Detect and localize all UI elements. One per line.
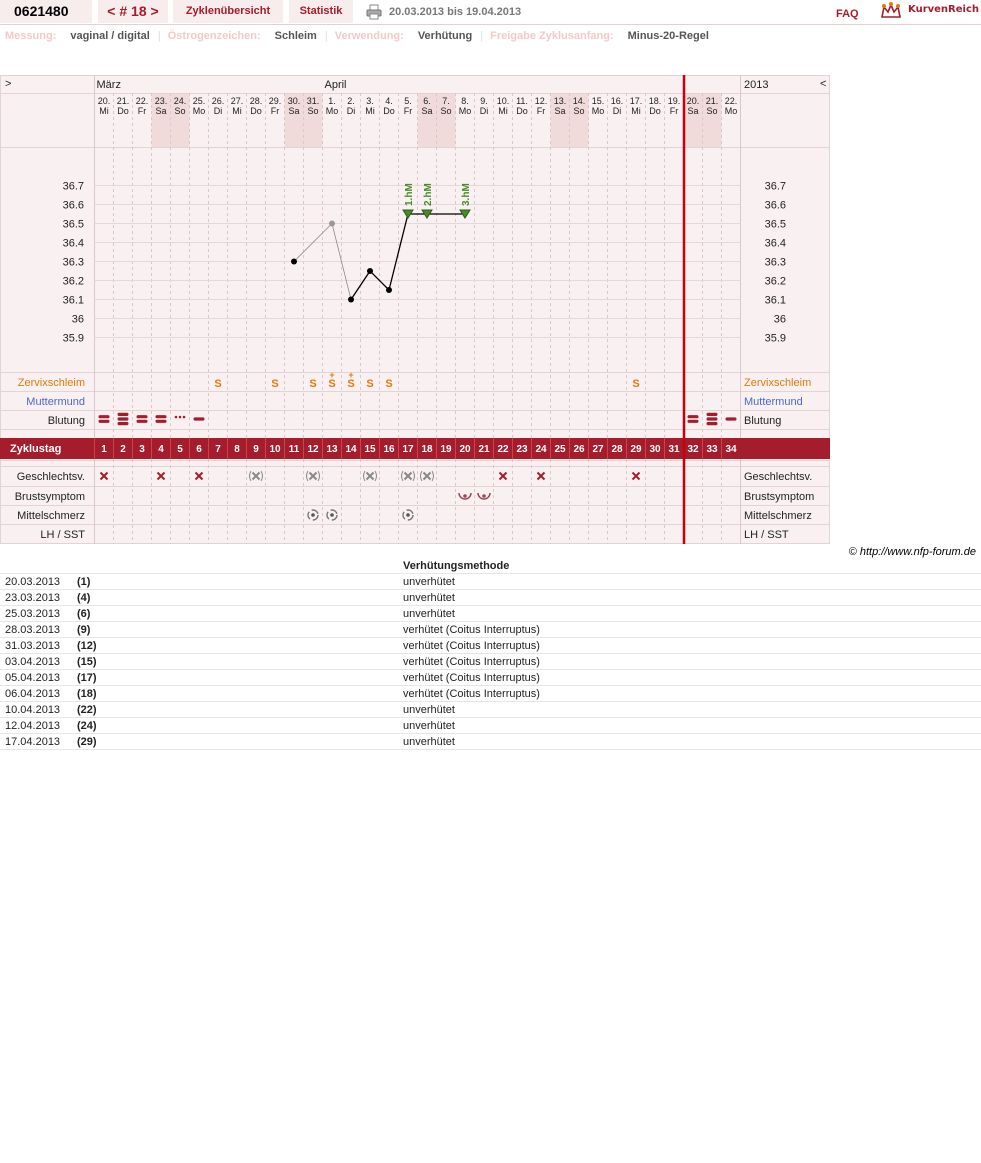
weekday-label: Sa: [687, 106, 699, 116]
weekday-label: Do: [383, 106, 395, 116]
cycle-day-number: 7: [215, 444, 221, 455]
row-label-right: Blutung: [744, 415, 782, 427]
contraception-row: [0, 590, 981, 606]
nav-right-arrow[interactable]: <: [820, 78, 827, 90]
cycle-day-number: 28: [611, 444, 623, 455]
y-tick-left: 36.5: [62, 218, 84, 231]
weekday-label: Di: [479, 106, 489, 116]
setting-release-label: Freigabe Zyklusanfang:: [490, 30, 614, 42]
cycle-day-number: 21: [478, 444, 490, 455]
y-tick-left: 36.6: [62, 199, 84, 212]
cycle-day-number: 24: [535, 444, 547, 455]
setting-usage-label: Verwendung:: [334, 30, 404, 42]
row-cycle-day: (6): [72, 606, 398, 622]
bleeding-mark: [726, 417, 737, 420]
crown-icon: [880, 1, 902, 21]
date-label: 25.: [192, 96, 206, 106]
bleeding-mark: [99, 415, 110, 418]
setting-estrogen-value: Schleim: [274, 30, 317, 42]
breast-symptom-dot: [482, 494, 486, 498]
contraception-row: [0, 718, 981, 734]
cycle-day-number: 11: [288, 444, 300, 455]
y-tick-left: 36.3: [62, 256, 84, 269]
cycle-day-number: 29: [630, 444, 642, 455]
bleeding-mark: [707, 413, 718, 416]
cycle-day-number: 15: [364, 444, 376, 455]
weekday-label: Mi: [631, 106, 641, 116]
date-label: 1.: [328, 96, 336, 106]
tab-cycle-overview[interactable]: Zyklenübersicht: [173, 0, 283, 23]
mucus-mark: S: [309, 378, 317, 390]
weekday-label: Di: [213, 106, 223, 116]
bleeding-mark: [118, 417, 129, 420]
mucus-mark: S: [385, 378, 393, 390]
row-label-right: Mittelschmerz: [744, 510, 812, 522]
y-tick-right: 36.5: [764, 218, 786, 231]
date-label: 21.: [705, 96, 719, 106]
bleeding-mark: [156, 420, 167, 423]
cycle-chart: [0, 75, 831, 545]
bleeding-mark: [707, 422, 718, 425]
date-label: 17.: [629, 96, 643, 106]
top-bar: [0, 0, 981, 25]
cycle-day-number: 10: [269, 444, 281, 455]
intercourse-mark: [253, 473, 260, 480]
intercourse-mark: [633, 473, 640, 480]
mucus-mark: S: [366, 378, 374, 390]
weekday-label: Do: [649, 106, 661, 116]
spotting-mark: [183, 416, 186, 419]
cycle-day-number: 20: [459, 444, 471, 455]
weekday-label: So: [573, 106, 585, 116]
contraception-row: [0, 654, 981, 670]
weekday-label: So: [174, 106, 186, 116]
row-label-left: Zervixschleim: [17, 377, 85, 389]
date-label: 5.: [404, 96, 412, 106]
settings-line: Messung: vaginal / digital | Östrogenzeichen: Schleim | Verwendung: Verhütung | Freigabe Zyklusanfang: Minus-20-Regel: [5, 30, 709, 42]
row-method: verhütet (Coitus Interruptus): [398, 638, 981, 654]
cycle-day-number: 34: [725, 444, 737, 455]
row-cycle-day: (12): [72, 638, 398, 654]
date-label: 7.: [442, 96, 450, 106]
mucus-mark: S: [328, 378, 336, 390]
weekday-label: Di: [612, 106, 622, 116]
weekday-label: Fr: [536, 106, 546, 116]
bleeding-mark: [688, 415, 699, 418]
row-cycle-day: (1): [72, 574, 398, 590]
row-cycle-day: (22): [72, 702, 398, 718]
mucus-mark: S: [347, 378, 355, 390]
row-date: 20.03.2013: [0, 574, 72, 590]
chart-id: 0621480: [0, 0, 92, 23]
row-label-right: Geschlechtsv.: [744, 471, 813, 483]
spotting-mark: [179, 416, 182, 419]
contraception-table: [0, 558, 981, 750]
cycle-day-number: 14: [345, 444, 357, 455]
weekday-label: Mo: [325, 106, 339, 116]
intercourse-mark: [101, 473, 108, 480]
weekday-label: Fr: [270, 106, 280, 116]
y-tick-right: 36.2: [764, 275, 786, 288]
weekday-label: Sa: [155, 106, 167, 116]
row-label-right: Muttermund: [744, 396, 803, 408]
date-label: 9.: [480, 96, 488, 106]
weekday-label: Sa: [421, 106, 433, 116]
date-label: 4.: [385, 96, 393, 106]
row-cycle-day: (9): [72, 622, 398, 638]
row-label-left: LH / SST: [40, 529, 85, 541]
weekday-label: Di: [346, 106, 356, 116]
contraception-row: [0, 686, 981, 702]
date-label: 3.: [366, 96, 374, 106]
y-tick-right: 36.1: [764, 294, 786, 307]
intercourse-mark: [158, 473, 165, 480]
cycle-day-number: 26: [573, 444, 585, 455]
row-date: 03.04.2013: [0, 654, 72, 670]
y-tick-right: 35.9: [764, 332, 786, 345]
weekday-label: So: [706, 106, 718, 116]
intercourse-mark: [500, 473, 507, 480]
weekday-label: Mo: [192, 106, 206, 116]
contraception-row: [0, 670, 981, 686]
cycle-day-number: 32: [687, 444, 699, 455]
cycle-day-number: 33: [706, 444, 718, 455]
cycle-day-number: 19: [440, 444, 452, 455]
faq-link[interactable]: FAQ: [836, 8, 859, 20]
weekday-label: Mi: [232, 106, 242, 116]
cycle-day-number: 13: [326, 444, 338, 455]
row-date: 12.04.2013: [0, 718, 72, 734]
row-label-left: Mittelschmerz: [17, 510, 85, 522]
intercourse-mark: [310, 473, 317, 480]
nav-left-arrow[interactable]: >: [5, 78, 12, 90]
temperature-point: [367, 268, 373, 274]
weekday-label: Mo: [591, 106, 605, 116]
row-method: unverhütet: [398, 574, 981, 590]
midpain-dot: [406, 513, 410, 517]
row-method: verhütet (Coitus Interruptus): [398, 622, 981, 638]
weekday-label: Do: [250, 106, 262, 116]
contraception-header: Verhütungsmethode: [398, 558, 981, 574]
breast-symptom-dot: [463, 494, 467, 498]
row-label-left: Geschlechtsv.: [16, 471, 85, 483]
mucus-plus: +: [329, 370, 335, 380]
weekday-label: Fr: [137, 106, 147, 116]
temperature-point: [291, 259, 297, 265]
row-cycle-day: (24): [72, 718, 398, 734]
cycle-day-number: 31: [668, 444, 680, 455]
year-label: 2013: [744, 79, 769, 91]
bleeding-mark: [118, 422, 129, 425]
row-method: unverhütet: [398, 702, 981, 718]
y-tick-left: 36.2: [62, 275, 84, 288]
date-label: 18.: [648, 96, 662, 106]
cycle-day-number: 27: [592, 444, 604, 455]
row-label-right: Zervixschleim: [744, 377, 812, 389]
row-cycle-day: (18): [72, 686, 398, 702]
date-label: 12.: [534, 96, 548, 106]
row-cycle-day: (17): [72, 670, 398, 686]
date-label: 15.: [591, 96, 605, 106]
date-label: 31.: [306, 96, 320, 106]
date-label: 2.: [347, 96, 355, 106]
intercourse-mark: [538, 473, 545, 480]
date-label: 8.: [461, 96, 469, 106]
bleeding-mark: [707, 417, 718, 420]
cycle-day-number: 3: [139, 444, 145, 455]
bleeding-mark: [137, 420, 148, 423]
kurvenreich-logo[interactable]: [880, 1, 980, 21]
row-date: 23.03.2013: [0, 590, 72, 606]
temperature-point: [329, 221, 335, 227]
bleeding-mark: [194, 417, 205, 420]
y-tick-right: 36.4: [764, 237, 786, 250]
row-method: unverhütet: [398, 590, 981, 606]
date-label: 26.: [211, 96, 225, 106]
row-date: 17.04.2013: [0, 734, 72, 750]
mucus-plus: +: [348, 370, 354, 380]
weekday-label: Do: [117, 106, 129, 116]
copyright: © http://www.nfp-forum.de: [848, 546, 976, 558]
date-label: 22.: [135, 96, 149, 106]
printer-icon[interactable]: [366, 4, 382, 20]
row-method: unverhütet: [398, 606, 981, 622]
y-tick-left: 36: [71, 313, 84, 326]
date-label: 14.: [572, 96, 586, 106]
temperature-point: [386, 287, 392, 293]
y-tick-right: 36.7: [764, 180, 786, 193]
date-label: 22.: [724, 96, 738, 106]
midpain-dot: [311, 513, 315, 517]
y-tick-left: 36.7: [62, 180, 84, 193]
date-label: 20.: [686, 96, 700, 106]
row-label-left: Brustsymptom: [14, 491, 85, 503]
row-label-left: Muttermund: [26, 396, 85, 408]
tab-statistics[interactable]: Statistik: [289, 0, 353, 23]
cycle-day-number: 5: [177, 444, 183, 455]
cycle-day-number: 25: [554, 444, 566, 455]
date-label: 27.: [230, 96, 244, 106]
mucus-mark: S: [214, 378, 222, 390]
temperature-point: [348, 297, 354, 303]
bleeding-mark: [156, 415, 167, 418]
y-tick-left: 36.4: [62, 237, 84, 250]
weekday-label: Mi: [99, 106, 109, 116]
y-tick-right: 36: [773, 313, 786, 326]
row-method: unverhütet: [398, 734, 981, 750]
contraception-row: [0, 702, 981, 718]
cycle-day-number: 16: [383, 444, 395, 455]
higher-temp-label: 3.hM: [461, 183, 472, 206]
intercourse-mark: [367, 473, 374, 480]
cycle-day-number: 12: [307, 444, 319, 455]
contraception-row: [0, 574, 981, 590]
y-tick-right: 36.6: [764, 199, 786, 212]
intercourse-mark: [405, 473, 412, 480]
mucus-mark: S: [271, 378, 279, 390]
date-label: 28.: [249, 96, 263, 106]
weekday-label: Sa: [288, 106, 300, 116]
weekday-label: Mo: [724, 106, 738, 116]
cycle-day-number: 8: [234, 444, 240, 455]
midpain-dot: [330, 513, 334, 517]
row-cycle-day: (29): [72, 734, 398, 750]
date-label: 10.: [496, 96, 510, 106]
row-label-right: LH / SST: [744, 529, 789, 541]
date-label: 30.: [287, 96, 301, 106]
cycle-day-label: Zyklustag: [10, 443, 62, 455]
bleeding-mark: [688, 420, 699, 423]
intercourse-mark: [196, 473, 203, 480]
date-label: 19.: [667, 96, 681, 106]
bleeding-mark: [137, 415, 148, 418]
cycle-day-number: 2: [120, 444, 126, 455]
weekday-label: Mi: [365, 106, 375, 116]
row-date: 31.03.2013: [0, 638, 72, 654]
date-label: 20.: [97, 96, 111, 106]
higher-temp-label: 1.hM: [404, 183, 415, 206]
date-label: 6.: [423, 96, 431, 106]
date-label: 21.: [116, 96, 130, 106]
cycle-day-number: 4: [158, 444, 164, 455]
row-date: 05.04.2013: [0, 670, 72, 686]
row-cycle-day: (15): [72, 654, 398, 670]
cycle-navigator[interactable]: < # 18 >: [98, 0, 168, 23]
bleeding-mark: [118, 413, 129, 416]
contraception-row: [0, 734, 981, 750]
cycle-day-number: 18: [421, 444, 433, 455]
setting-estrogen-label: Östrogenzeichen:: [167, 30, 261, 42]
month-label: März: [96, 79, 121, 91]
cycle-day-number: 6: [196, 444, 202, 455]
row-method: verhütet (Coitus Interruptus): [398, 670, 981, 686]
contraception-row: [0, 638, 981, 654]
date-range: 20.03.2013 bis 19.04.2013: [389, 6, 522, 18]
row-method: verhütet (Coitus Interruptus): [398, 654, 981, 670]
y-tick-left: 35.9: [62, 332, 84, 345]
row-cycle-day: (4): [72, 590, 398, 606]
weekday-label: So: [307, 106, 319, 116]
setting-measure-label: Messung:: [5, 30, 57, 42]
cycle-day-number: 23: [516, 444, 528, 455]
cycle-day-number: 1: [101, 444, 107, 455]
row-date: 10.04.2013: [0, 702, 72, 718]
cycle-day-number: 17: [402, 444, 414, 455]
contraception-row: [0, 622, 981, 638]
row-date: 25.03.2013: [0, 606, 72, 622]
date-label: 23.: [154, 96, 168, 106]
contraception-row: [0, 606, 981, 622]
weekday-label: Fr: [403, 106, 413, 116]
cycle-day-number: 22: [497, 444, 509, 455]
date-label: 13.: [553, 96, 567, 106]
date-label: 16.: [610, 96, 624, 106]
spotting-mark: [175, 416, 178, 419]
row-date: 06.04.2013: [0, 686, 72, 702]
y-tick-left: 36.1: [62, 294, 84, 307]
higher-temp-label: 2.hM: [423, 183, 434, 206]
setting-usage-value: Verhütung: [417, 30, 473, 42]
weekday-label: Sa: [554, 106, 566, 116]
bleeding-mark: [99, 420, 110, 423]
weekday-label: So: [440, 106, 452, 116]
intercourse-mark: [424, 473, 431, 480]
month-label: April: [324, 79, 347, 91]
row-date: 28.03.2013: [0, 622, 72, 638]
date-label: 29.: [268, 96, 282, 106]
mucus-mark: S: [632, 378, 640, 390]
setting-release-value: Minus-20-Regel: [627, 30, 709, 42]
date-label: 24.: [173, 96, 187, 106]
cycle-day-number: 9: [253, 444, 259, 455]
weekday-label: Mi: [498, 106, 508, 116]
row-method: verhütet (Coitus Interruptus): [398, 686, 981, 702]
setting-measure-value: vaginal / digital: [70, 30, 150, 42]
cycle-day-number: 30: [649, 444, 661, 455]
y-tick-right: 36.3: [764, 256, 786, 269]
logo-text: KurvenReich: [908, 4, 980, 15]
weekday-label: Fr: [669, 106, 679, 116]
row-label-right: Brustsymptom: [744, 491, 815, 503]
row-method: unverhütet: [398, 718, 981, 734]
date-label: 11.: [516, 96, 528, 106]
contraception-header-row: [0, 558, 981, 574]
row-label-left: Blutung: [47, 415, 85, 427]
weekday-label: Mo: [458, 106, 472, 116]
weekday-label: Do: [516, 106, 528, 116]
